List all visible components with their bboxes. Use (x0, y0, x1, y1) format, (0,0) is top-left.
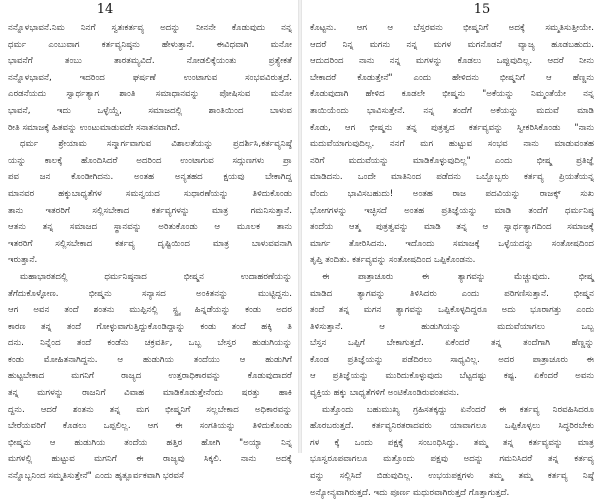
text-line: ಹುಟ್ಟಬೇಕಾದ ಮಗನಿಗೆ ರಾಜ್ಯದ ಉತ್ತರಾಧಿಕಾರವನ್ನು ಕೊಡುವುದಾದರೆ (8, 371, 292, 382)
text-line: ತನ್ನ ಮಗಳನ್ನು ರಾಜನಿಗೆ ವಿವಾಹ ಮಾಡಿಕೊಡುತ್ತೇನೆಂದು ಷರತ್ತು ಹಾಕಿ (8, 388, 292, 399)
text-line: ತೃಪ್ತಿ ತಂದಿತು. ಕರ್ತವ್ಯವನ್ನು ಸಂತೋಷದಿಂದ ಒಪ್ಪಿಕೊಂಡನು. (310, 255, 476, 266)
text-line: ಆದರೆ ನಿನ್ನ ಮಗನು ನನ್ನ ಮಗಳ ಮಗನೊಡನೆ ವ್ಯಾಜ್ಯ ಹೂಡಬಹುದು. (310, 39, 594, 50)
text-line: ಎರಡನೆಯದು ಸ್ವಾರ್ಥತ್ಯಾಗ ಶಾಂತಿ ಸಮಾಧಾನವನ್ನು ಪೋಷಿಸುವ ಮನೋ (8, 89, 292, 100)
text-line: ಆತನು ತನ್ನ ಸಮಾಜದ ಸ್ಥಾನವನ್ನು ಅರಿತುಕೊಂಡು ಆ ಮೂಲಕ ತಾನು (8, 222, 292, 233)
text-line: ರೀತಿ ಸಮಾಜಕ್ಕೆ ಹಿತವನ್ನು ಉಂಟುಮಾಡುವದೇ ಸನಾತನವಾಗಿದೆ. (8, 122, 181, 133)
text-line: ಕೊಂಡ ಪ್ರತಿಜ್ಞೆಯನ್ನು ಪಡೆದಿರಲು ಸಾಧ್ಯವಿಲ್ಲ. ಅದರ ಪಾತ್ರಾಚೂರು ಈ (310, 354, 594, 365)
page-number: 15 (473, 2, 491, 17)
text-line: ದನು. ನಿನ್ನೆಂದ ತಂದೆ ಕಂಡೆನು ಚಕ್ರವರ್ತಿ, ಒಬ್ಬ ಬೇಸ್ತರ ಹುಡುಗಿಯನ್ನು (8, 338, 292, 349)
page-body (310, 20, 594, 501)
text-line: ಭಾವನೆ, ಇದು ಒಳ್ಳೆಯ್ದೆ, ಸಮಾಜದಲ್ಲಿ ಶಾಂತಿಯಿಂದ ಬಾಳುವ (8, 105, 292, 116)
text-line: ಬೇಕಾದರೆ ಕೊಡುತ್ತೇನೆ" ಎಂದು ಹೇಳಿದನು ಭೀಷ್ಮನಿಗೆ ಆ ಹೆಣ್ಣನು (310, 72, 594, 83)
text-line: ಭಾವನೆಗೆ ತಂಬು ತಾರತಮ್ಯವಿದೆ. ನೋಡಲಿಕ್ಕೆಯಂತು ಪ್ರತ್ಯೇಕತೆ (8, 56, 292, 67)
page-body (8, 20, 292, 485)
page-number: 14 (96, 2, 114, 17)
text-line: ಬೆಸ್ತನ ಒಪ್ಪಿಗೆ ಬೇಕಾಗುತ್ತದೆ. ಏಕೆಂದರೆ ತನ್ನ ತಂದೆಗಾಗಿ ಹೆಣ್ಣನ್ನು (310, 338, 594, 349)
text-line: ಧರ್ಮ ಶ್ರೇಯಾಮ ಸನ್ಮಾರ್ಗವಾಗುವ ವಿಶಾಲತೆಯನ್ನು ಪ್ರದರ್ಶಿಸಿ,ಕರ್ತವ್ಯನಿಷ್ಠೆ (20, 139, 292, 150)
text-line: ತಂದೆಯ ಆತ್ಮ ಪುತ್ರತ್ವವನ್ನು ಮಾಡಿ ತನ್ನ ಆ ಸ್ವಾರ್ಥತ್ಯಾಗದಿಂದ ಸಮಾಜಕ್ಕೆ (310, 222, 594, 233)
text-line: ತಾಯಿಯೆಂದು ಭಾವಿಸುತ್ತೇನೆ. ನನ್ನ ತಂದೆಗೆ ಅಕೆಯನ್ನು ಮದುವೆ ಮಾಡಿ (310, 105, 594, 116)
text-line: ಮತ್ತೊಂದು ಬಹುಮುಖ್ಯ ಗ್ರಹಿಸತಕ್ಕದ್ದು ಏನೆಂದರೆ ಈ ಕರ್ತವ್ಯ ನಿರವಹಿಸಿದರೂ (322, 404, 594, 415)
text-line: ಕಾರಣ ತನ್ನ ತಂದೆ ಗೋಳ್ಳುವಾಗುತ್ತಿದ್ದುಕೊಂಡಿದ್ದಾನ್ನು ಕಂಡು ತಂದೆ ಹಕ್ಕಿ ತಿ (8, 321, 292, 332)
text-line: ಇತರರಿಗೆ ಸಲ್ಲಿಸಬೇಕಾದ ಕರ್ತವ್ಯ ದೃಷ್ಟಿಯಿಂದ ಮಾತ್ರ ಬಾಳುವವನಾಗಿ (8, 238, 292, 249)
left-page (0, 0, 300, 482)
text-line: ಧರ್ಮ ಎಂಬುವಾಗ ಕರ್ತವ್ಯನಿಷ್ಠನು ಹೇಳುತ್ತಾನೆ. ಈವಿಧವಾಗಿ ಮನೋ (8, 39, 292, 50)
text-line: ಮಾಡಿದ ತ್ಯಾಗವನ್ನು ತಿಳಿಸಿದರು ಎಂದು ಪರಿಗಣಿಸುತ್ತಾನೆ. ಭೀಷ್ಮನ (310, 288, 594, 299)
text-line: ಆದುದರಿಂದ ನಾನು ನನ್ನ ಮಗಳನ್ನು ಕೊಡಲು ಒಪ್ಪುವುದಿಲ್ಲ. ಆದರೆ ನೀನು (310, 56, 594, 67)
text-line: ಮದುವೆಯಾಗುವುದಿಲ್ಲ. ನನಗೆ ಮಗ ಹುಟ್ಟುವ ಸಂಭವ ನಾನು ಮಾಡುವಂತಹ (310, 139, 594, 150)
text-line: ಅನ್ಯೋನ್ಯವಾಗಿರುತ್ತದೆ. ಇದು ಪೂರ್ಣ ಮಧುರವಾಗಿರುತ್ತದೆ ಗೊತ್ತಾಗುತ್ತದೆ. (310, 487, 510, 498)
text-line: ನನ್ನೊಳಭಾವನೆ.ನಿಮ ನಿನಗೆ ಸ್ವತಃಕರ್ತವ್ಯ ಅದನ್ನು ನೀನನೇ ಕೊಡುವುದು ನನ್ನ (8, 23, 292, 33)
text-line: ಭೋಗಗಳನ್ನು ಇಚ್ಛಿಸದೆ ಅಂತಹ ಪ್ರತಿಜ್ಞೆಯನ್ನು ಮಾಡಿ ತಂದೆಗೆ ಧರ್ಮನಿಷ್ಠ (310, 205, 594, 216)
text-line: ತಿಳಿಸುತ್ತಾನೆ. ಆ ಹುಡುಗಿಯನ್ನು ಮದುವೆಯಾಗಲು ಒಬ್ಬ (310, 321, 594, 332)
text-line: ಕಂಡು ಮೋಹಿತನಾಗಿದ್ದನು. ಆ ಹುಡುಗಿಯ ತಂದೆಯು ಆ ಹುಡುಗಿಗೆ (8, 354, 292, 365)
text-line: ನರಿಗೆ ಮದುವೆಯನ್ನು ಮಾಡಿಕೊಳ್ಳುವುದಿಲ್ಲ" ಎಂದು ಭೀಷ್ಮ ಪ್ರತಿಜ್ಞೆ (310, 155, 594, 166)
text-line: ವ್ಯಕ್ತಿಯ ಹಕ್ಕು ಬಾಧ್ಯತೆಗಳಿಗೆ ಅಂಟಿಕೊಂಡಿರುವಂತವನು. (310, 388, 460, 399)
text-line: ಯನ್ನು ಕಾಲಕ್ಕೆ ಹೊಂದಿಸಿದರೆ ಅದರಿಂದ ಉಂಟಾಗುವ ಸದ್ಗುಣಗಳು ಪ್ರಾ (8, 155, 292, 166)
text-line: ಆಗ ಅವನ ತಂದೆ ಶಂತನು ಮುಪ್ಪಿನಲ್ಲಿ ಸ್ಟ್ರ್ಯ ಹಿನ್ನಡೆಯನ್ನು ಕಂಡು ಅದರ (8, 305, 292, 316)
text-line: ತಂದೆ ತನ್ನ ಮಗನ ತ್ಯಾಗವನ್ನು ಒಪ್ಪಿಕೊಳ್ಳದಿದ್ದರೂ ಅದು ಭೂರಾಗತ್ತು ಎಂದು (310, 305, 594, 316)
text-line: ನನ್ನೊಬ್ಬನಿಂದ ಸಮ್ಮತಿಸುತ್ತೇನೆ" ಎಂದು ಹೃತ್ಪೂರ್ವಕವಾಗಿ ಭರವಸೆ (8, 471, 184, 482)
text-line: ಮಗಳಲ್ಲಿ ಹುಟ್ಟುವ ಮಗನಿಗೆ ಈ ರಾಜ್ಯವು ಸಿಕ್ಕಲಿ. ನಾನು ಅದಕ್ಕೆ (8, 454, 292, 465)
text-line: ಕೊಟ್ಟನು. ಆಗ ಆ ಬೆಸ್ತರವನು ಭೀಷ್ಮನಿಗೆ ಅದಕ್ಕೆ ಸಮ್ಮತಿಸುತ್ತೀಯೇ. (310, 23, 594, 33)
text-line: ಪವ ಜನ ಕೊಂಡೀಗಿದನು. ಅಂತಹ ಅನ್ಯತಹದ ಕ್ಷಯವು ಬೇಕಾಗಿದ್ದ (8, 172, 292, 183)
text-line: ಕೊಡುವುದಾಗಿ ಹೇಳಿದ ಕೂಡಲೇ ಭೀಷ್ಮನು "ಅಕೆಯನ್ನು ನಿಮ್ಮಂತೆಯೇ ನನ್ನ (310, 89, 594, 100)
text-line: ಗಳ ಕ್ಕೆ ಒಂದು ಪಕ್ಷಕ್ಕೆ ಸಂಬಂಧಿಸಿದ್ದು. ತಮ್ಮ ತನ್ನ ಕರ್ತವ್ಯವನ್ನು ಮಾತ್ರ (310, 437, 594, 448)
text-line: ಹೊರಬರುತ್ತದೆ. ಕರ್ತವ್ಯನಿರತರಾದವರು ಯಾವಾಗಲೂ ಒಪ್ಪಿಕೊಳ್ಳಲು ಸಿದ್ಧರಿರಬೇಕು (310, 421, 594, 432)
text-line: ತೆಗೆದುಕೊಳ್ಳೋಣ. ಭೀಷ್ಮನು ಸನ್ಯಾಸದ ಅಂಕಿತನನ್ನು ಮುಟ್ಟಿದ್ದನು. (8, 288, 292, 299)
text-line: ದ್ದನು. ಆದರೆ ಶಂತನು ತನ್ನ ಮಗ ಭೀಷ್ಮನಿಗೆ ಸಲ್ಲಬೇಕಾದ ಅಧಿಕಾರವನ್ನು (8, 404, 292, 415)
text-line: ವನ್ನು ಸಲ್ಲಿಸಿದೆ ಬಿಡುವುದಿಲ್ಲ. ಉಭಯಪಕ್ಷಗಳು ತಮ್ಮ ತಮ್ಮ ಕರ್ತವ್ಯ ನಿಷ್ಠೆ (310, 471, 594, 482)
text-line: ಭೂಸ್ವರೂಪವಾಗಲೂ ಮತ್ತೊಂದು ಪಕ್ಷವು ಅದನ್ನು ಗಮನಿಸಿದರೆ ತನ್ನ ಕರ್ತವ್ಯ (310, 454, 594, 465)
text-line: ಆ ಪ್ರತಿಜ್ಞೆಯನ್ನು ಮುರಿದುಕೊಳ್ಳುವುದು ಬೆಟ್ಟದಷ್ಟು ಕಷ್ಟ. ಏಕೆಂದರೆ ಅವನು (310, 371, 594, 382)
text-line: ಇರುತ್ತಾನೆ. (8, 255, 38, 266)
text-line: ಮಾರ್ಗ ತೋರಿಸಿದನು. ಇದೊಂದು ಸಮಾಜಕ್ಕೆ ಒಳ್ಳೆಯದನ್ನು ಸಂತೋಷದಿಂದ (310, 238, 594, 249)
text-line: ಮಾನವರ ಹಕ್ಕುಬಾಧ್ಯತೆಗಳ ಸಮನ್ವಯದ ಸುಧಾರಣೆಯನ್ನು ತಿಳಿದುಕೊಂಡು (8, 188, 292, 199)
text-line: ತಾನು ಇತರರಿಗೆ ಸಲ್ಲಿಸಬೇಕಾದ ಕರ್ತವ್ಯಗಳನ್ನು ಮಾತ್ರ ಗಮನಿಸುತ್ತಾನೆ. (8, 205, 292, 216)
text-line: ನನ್ನೊಳಭಾವನೆ, ಇದರಿಂದ ಘರ್ಷಣೆ ಉಂಟಾಗುವ ಸಂಭವವಿರುತ್ತದೆ. (8, 72, 292, 83)
right-page (300, 0, 600, 498)
text-line: ವೆಂದು ಭಾವಿಸಬಹುದು! ಅಂತಹ ರಾಜ ಪದವಿಯನ್ನು ರಾಜಕ್ಕ್ ಸುಖ (310, 188, 594, 199)
text-line: ಬೇರೆಯವರಿಗೆ ಕೊಡಲು ಒಪ್ಪಲಿಲ್ಲ. ಆಗ ಈ ಸಂಗತಿಯನ್ನು ತಿಳಿದುಕೊಂಡು (8, 421, 292, 432)
text-line: ಈ ಪಾತ್ರಾಚೂರು ಈ ತ್ಯಾಗವನ್ನು ಮೆಚ್ಚುವುದು. ಭೀಷ್ಮ (322, 271, 594, 282)
text-line: ಭೀಷ್ಮನು ಆ ಹುಡುಗಿಯ ತಂದೆಯ ಹತ್ತಿರ ಹೋಗಿ "ಅಯ್ಯಾ ನಿನ್ನ (8, 437, 292, 448)
text-line: ಮಾಡಿದನು. ಒಂದೇ ಮಾತಿನಿಂದ ಪಡೆದನು ಒಬ್ಬೊಬ್ಬರು ಕರ್ತವ್ಯ ಪ್ರಿಯತೆಯನ್ನ (310, 172, 594, 183)
text-line: ಕೊಡು, ಆಗ ಭೀಷ್ಮನು ತನ್ನ ಪುತ್ರತ್ವದ ಕರ್ತವ್ಯವನ್ನು ಸ್ವೀಕರಿಸಿಕೊಂಡು "ನಾನು (310, 122, 594, 133)
text-line: ಮಹಾಭಾರತದಲ್ಲಿ ಧರ್ಮನಿಷ್ಠನಾದ ಭೀಷ್ಮನ ಉದಾಹರಣೆಯನ್ನು (20, 271, 292, 282)
